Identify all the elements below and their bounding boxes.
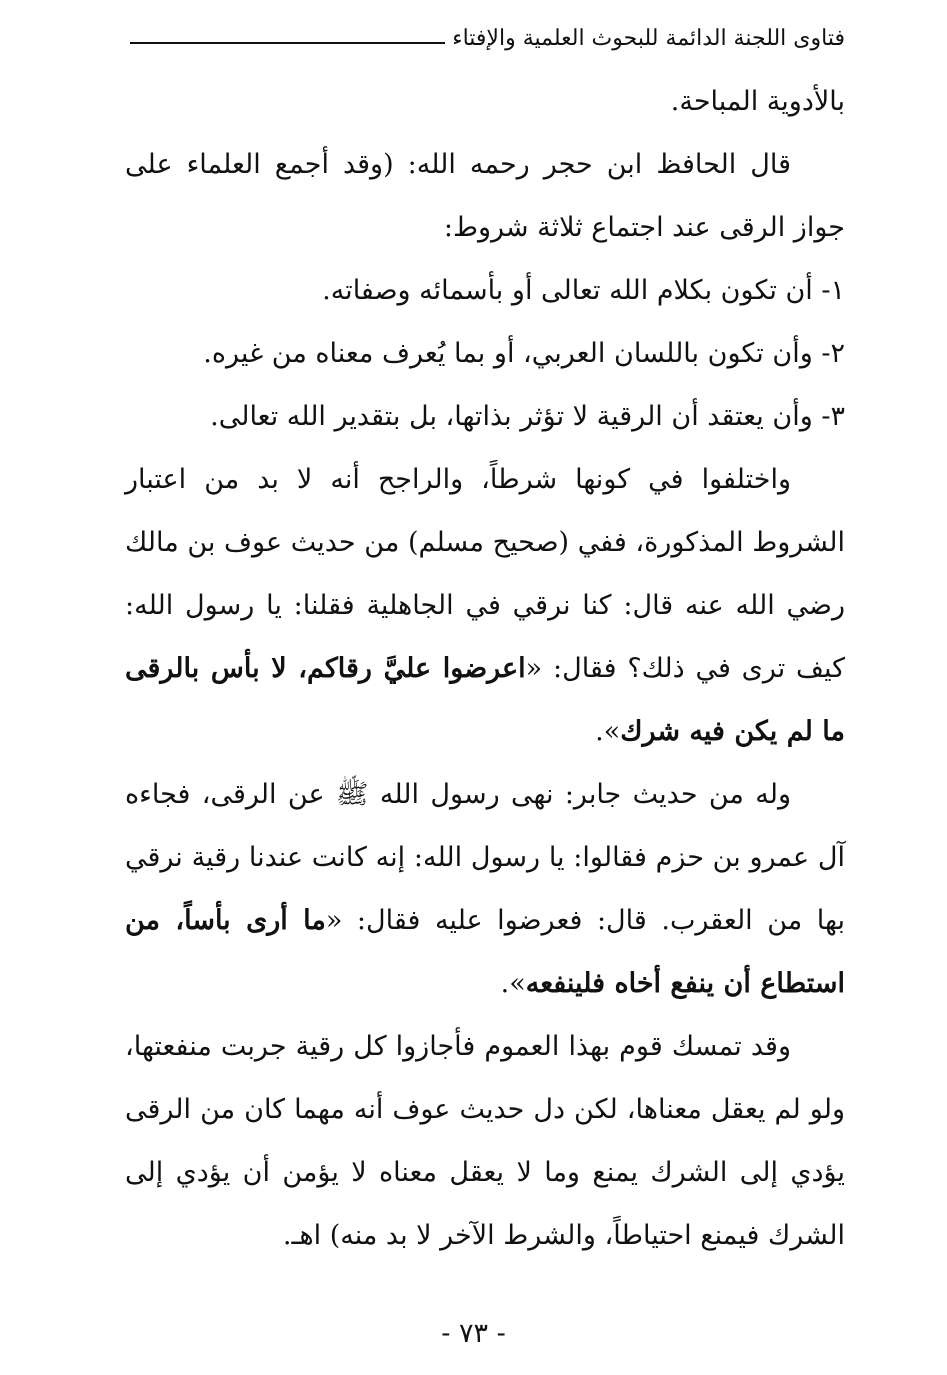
- paragraph-4-end: ».: [500, 968, 526, 999]
- paragraph-4: [125, 763, 845, 1015]
- hadith-quote-2: ما أرى بأساً، من استطاع أن ينفع أخاه فلينفعه: [125, 905, 845, 999]
- paragraph-5: وقد تمسك قوم بهذا العموم فأجازوا كل رقية جربت منفعتها، ولو لم يعقل معناها، لكن دل حديث عوف أنه مهما كان من الرقى يؤدي إلى الشرك يمنع وما لا يعقل معناه لا يؤمن أن يؤدي إلى الشرك فيمنع احتياطاً، والشرط الآخر لا بد منه) اهـ.: [125, 1031, 845, 1251]
- page-number: - ٧٣ -: [441, 1318, 506, 1349]
- hadith-quote-1: اعرضوا عليَّ رقاكم، لا بأس بالرقى ما لم يكن فيه شرك: [125, 653, 845, 747]
- paragraph-2: قال الحافظ ابن حجر رحمه الله: (وقد أجمع العلماء على جواز الرقى عند اجتماع ثلاثة شروط:: [125, 149, 845, 243]
- paragraph-3-end: ».: [595, 716, 621, 747]
- condition-item-2: ٢- وأن تكون باللسان العربي، أو بما يُعرف معناه من غيره.: [203, 338, 845, 369]
- condition-item-3: ٣- وأن يعتقد أن الرقية لا تؤثر بذاتها، بل بتقدير الله تعالى.: [210, 401, 845, 432]
- paragraph-1: بالأدوية المباحة.: [670, 86, 845, 117]
- body-text: [125, 70, 845, 1267]
- running-header: [130, 22, 845, 62]
- header-title: فتاوى اللجنة الدائمة للبحوث العلمية والإفتاء: [452, 26, 845, 51]
- paragraph-3: [125, 448, 845, 763]
- paragraph-3-text: واختلفوا في كونها شرطاً، والراجح أنه لا بد من اعتبار الشروط المذكورة، ففي (صحيح مسلم) من حديث عوف بن مالك رضي الله عنه قال: كنا نرقي في الجاهلية فقلنا: يا رسول الله: كيف ترى في ذلك؟ فقال: «: [125, 464, 845, 684]
- condition-item-1: ١- أن تكون بكلام الله تعالى أو بأسمائه وصفاته.: [322, 275, 845, 306]
- paragraph-4-text: وله من حديث جابر: نهى رسول الله ﷺ عن الرقى، فجاءه آل عمرو بن حزم فقالوا: يا رسول الله: إنه كانت عندنا رقية نرقي بها من العقرب. قال: فعرضوا عليه فقال: «: [125, 779, 845, 936]
- header-rule: [130, 42, 445, 44]
